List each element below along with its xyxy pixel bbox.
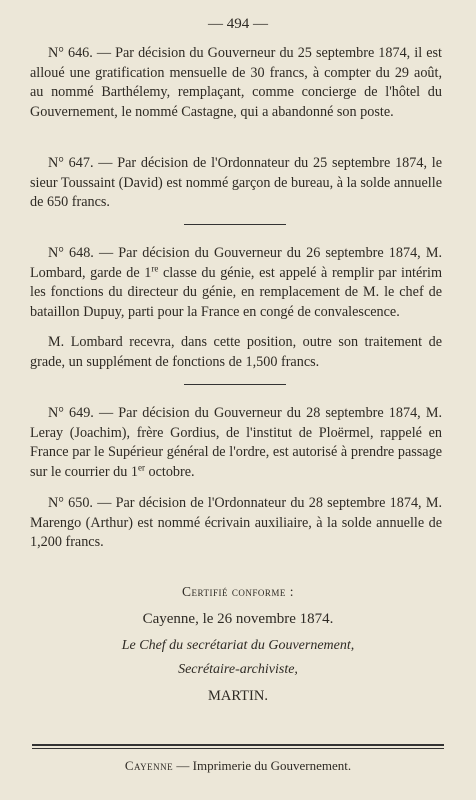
decision-648 [30,244,442,322]
footer-rule-thick [32,744,444,746]
printer-imprint [0,758,476,774]
certification-title: Secrétaire-archiviste, [178,662,298,677]
decision-649 [30,404,442,482]
section-divider [184,384,286,385]
decision-649-text-a: N° 649. — Par décision du Gouverneur du 28 septembre 1874, M. Leray (Joachim), frère Gordius, de l'institut de Ploërmel, rappelé en France par le Supérieur général de l'ordre, est autorisé à prendre passage sur le courrier du 1 [30,405,442,480]
certification-date: Cayenne, le 26 novembre 1874. [142,611,334,627]
decision-648-text-a: N° 648. — Par décision du Gouverneur du 26 septembre 1874, M. Lombard, garde de 1 [30,245,442,281]
decision-649-sup: er [137,462,145,473]
decision-648-text-b: classe du génie, est appelé à remplir par intérim les fonctions du directeur du génie, en remplacement de M. le chef de bataillon Dupuy, parti pour la France en congé de convalescence. [30,264,442,320]
decision-646: N° 646. — Par décision du Gouverneur du 25 septembre 1874, il est alloué une gratification mensuelle de 30 francs, à compter du 29 août, au nommé Barthélemy, remplaçant, comme concierge de l'hôtel du Gouvernement, le nommé Castagne, qui a abandonné son poste. [30,45,442,120]
decision-650: N° 650. — Par décision de l'Ordonnateur du 28 septembre 1874, M. Marengo (Arthur) est nommé écrivain auxiliaire, à la solde annuelle de 1,200 francs. [30,495,442,551]
certification-label: Certifié conforme : [182,584,294,599]
certification-chef: Le Chef du secrétariat du Gouvernement, [121,638,355,653]
decision-648-sup: re [151,262,159,273]
printer-name: — Imprimerie du Gouvernement. [173,758,352,773]
decision-649-text-b: octobre. [144,463,195,480]
decision-648-supplement: M. Lombard recevra, dans cette position, outre son traitement de grade, un supplément de fonctions de 1,500 francs. [30,334,442,370]
printer-city: Cayenne [124,758,174,773]
signature: MARTIN. [208,688,268,704]
decision-647: N° 647. — Par décision de l'Ordonnateur du 25 septembre 1874, le sieur Toussaint (David) est nommé garçon de bureau, à la solde annuelle de 650 francs. [30,155,442,211]
section-divider [184,224,286,225]
footer-rule-thin [32,748,444,749]
page-number: — 494 — [208,16,268,32]
